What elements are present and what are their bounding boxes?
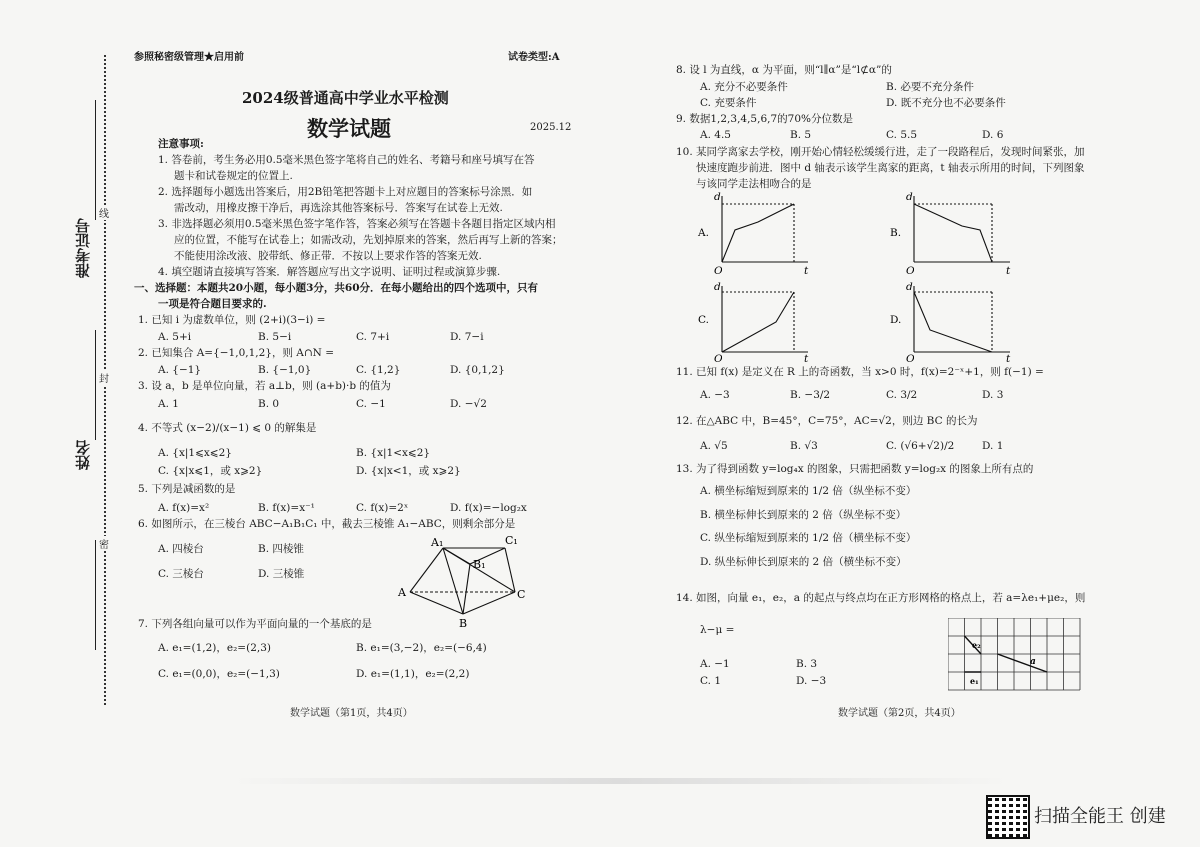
label-b1: B₁ bbox=[473, 558, 486, 571]
a-label: a bbox=[1030, 657, 1036, 667]
notice-line: 应的位置，不能写在试卷上；如需改动，先划掉原来的答案，然后再写上新的答案； bbox=[174, 234, 563, 246]
exam-title: 2024级普通高中学业水平检测 bbox=[242, 89, 449, 107]
graph-d-label: D. bbox=[890, 314, 902, 326]
exam-date: 2025.12 bbox=[530, 122, 572, 133]
label-c1: C₁ bbox=[505, 534, 518, 547]
q1-option-a: A. 5+i bbox=[158, 331, 192, 343]
q13-option-b: B. 横坐标伸长到原来的 2 倍（纵坐标不变） bbox=[700, 509, 907, 521]
qr-code-icon bbox=[986, 795, 1030, 839]
q12-option-d: D. 1 bbox=[982, 440, 1004, 452]
notice-line: 题卡和试卷规定的位置上. bbox=[174, 170, 293, 182]
q4-option-b: B. {x|1<x⩽2} bbox=[356, 447, 431, 459]
q6-option-d: D. 三棱锥 bbox=[258, 568, 305, 580]
q9-option-a: A. 4.5 bbox=[700, 129, 731, 141]
question-10: 10. 某同学离家去学校，刚开始心情轻松缓缓行进，走了一段路程后，发现时间紧张，加 bbox=[676, 146, 1085, 158]
q7-option-d: D. e₁=(1,1)，e₂=(2,2) bbox=[356, 668, 470, 680]
question-12: 12. 在△ABC 中，B=45°，C=75°，AC=√2，则边 BC 的长为 bbox=[676, 415, 978, 427]
q14-option-c: C. 1 bbox=[700, 675, 722, 687]
scanner-watermark: 扫描全能王 创建 bbox=[1034, 806, 1166, 827]
seat-blank bbox=[95, 540, 96, 650]
graph-a-label: A. bbox=[698, 227, 709, 239]
q5-option-c: C. f(x)=2ˣ bbox=[356, 502, 409, 514]
q2-option-d: D. {0,1,2} bbox=[450, 364, 505, 376]
seal-seal-char: 封 bbox=[99, 370, 109, 385]
t-axis-label: t bbox=[1006, 265, 1011, 277]
q5-option-b: B. f(x)=x⁻¹ bbox=[258, 502, 315, 514]
d-axis-label: d bbox=[714, 281, 721, 293]
q8-option-a: A. 充分不必要条件 bbox=[700, 81, 788, 93]
q2-option-c: C. {1,2} bbox=[356, 364, 401, 376]
q4-option-a: A. {x|1⩽x⩽2} bbox=[158, 447, 232, 459]
admission-number-label: 准考证号 bbox=[74, 218, 92, 278]
e2-label: e₂ bbox=[972, 640, 981, 650]
secret-level: 参照秘密级管理★启用前 bbox=[134, 52, 244, 63]
notice-line: 3. 非选择题必须用0.5毫米黑色签字笔作答，答案必须写在答题卡各题目指定区域内相 bbox=[158, 218, 556, 230]
q13-option-d: D. 纵坐标伸长到原来的 2 倍（横坐标不变） bbox=[700, 556, 907, 568]
notice-line: 不能使用涂改液、胶带纸、修正带．不按以上要求作答的答案无效. bbox=[174, 250, 482, 262]
notice-line: 2. 选择题每小题选出答案后，用2B铅笔把答题卡上对应题目的答案标号涂黑．如 bbox=[158, 186, 533, 198]
d-axis-label: d bbox=[906, 191, 913, 203]
question-2: 2. 已知集合 A={−1,0,1,2}，则 A∩N = bbox=[138, 347, 335, 359]
question-9: 9. 数据1,2,3,4,5,6,7的70%分位数是 bbox=[676, 113, 853, 125]
question-1: 1. 已知 i 为虚数单位，则 (2+i)(3−i) = bbox=[138, 314, 326, 326]
q5-option-a: A. f(x)=x² bbox=[158, 502, 210, 514]
seal-line-char: 线 bbox=[99, 205, 109, 220]
origin-label: O bbox=[714, 265, 723, 277]
question-4: 4. 不等式 (x−2)/(x−1) ⩽ 0 的解集是 bbox=[138, 422, 317, 434]
label-b: B bbox=[459, 617, 468, 630]
q14-grid-figure bbox=[948, 618, 1082, 692]
t-axis-label: t bbox=[804, 265, 809, 277]
q3-option-b: B. 0 bbox=[258, 398, 280, 410]
question-14-blank: λ−μ = bbox=[700, 624, 735, 636]
q4-option-d: D. {x|x<1，或 x⩾2} bbox=[356, 465, 461, 477]
d-axis-label: d bbox=[906, 281, 913, 293]
scan-shadow bbox=[230, 778, 1010, 784]
q13-option-c: C. 纵坐标缩短到原来的 1/2 倍（横坐标不变） bbox=[700, 532, 917, 544]
seal-secret-char: 密 bbox=[99, 536, 109, 551]
q7-option-a: A. e₁=(1,2)，e₂=(2,3) bbox=[158, 642, 271, 654]
question-14: 14. 如图，向量 e₁，e₂，a 的起点与终点均在正方形网格的格点上，若 a=λe₁+μe₂，则 bbox=[676, 592, 1086, 604]
q10-graphs bbox=[690, 190, 1030, 365]
q1-option-d: D. 7−i bbox=[450, 331, 484, 343]
name-blank bbox=[95, 330, 96, 440]
q4-option-c: C. {x|x⩽1，或 x⩾2} bbox=[158, 465, 263, 477]
q6-option-b: B. 四棱锥 bbox=[258, 543, 304, 555]
question-5: 5. 下列是减函数的是 bbox=[138, 483, 236, 495]
q8-option-b: B. 必要不充分条件 bbox=[886, 81, 974, 93]
q13-option-a: A. 横坐标缩短到原来的 1/2 倍（纵坐标不变） bbox=[700, 485, 917, 497]
section1-heading: 一、选择题：本题共20小题，每小题3分，共60分．在每小题给出的四个选项中，只有 bbox=[134, 282, 539, 294]
q6-option-a: A. 四棱台 bbox=[158, 543, 204, 555]
question-8: 8. 设 l 为直线，α 为平面，则“l∥α”是“l⊄α”的 bbox=[676, 64, 892, 76]
frustum-figure bbox=[395, 530, 535, 630]
right-footer: 数学试题（第2页，共4页） bbox=[838, 708, 961, 719]
notice-line: 1. 答卷前，考生务必用0.5毫米黑色签字笔将自己的姓名、考籍号和座号填写在答 bbox=[158, 154, 535, 166]
question-10-line3: 与该同学走法相吻合的是 bbox=[696, 178, 812, 190]
admission-number-blank bbox=[95, 100, 96, 220]
q3-option-c: C. −1 bbox=[356, 398, 386, 410]
q14-option-b: B. 3 bbox=[796, 658, 818, 670]
question-7: 7. 下列各组向量可以作为平面向量的一个基底的是 bbox=[138, 618, 372, 630]
name-label: 姓名 bbox=[74, 440, 92, 470]
q11-option-b: B. −3/2 bbox=[790, 389, 831, 401]
section1-heading-2: 一项是符合题目要求的. bbox=[158, 298, 267, 310]
q12-option-c: C. (√6+√2)/2 bbox=[886, 440, 955, 452]
q9-option-d: D. 6 bbox=[982, 129, 1004, 141]
q8-option-d: D. 既不充分也不必要条件 bbox=[886, 97, 1006, 109]
origin-label: O bbox=[906, 353, 915, 365]
q3-option-a: A. 1 bbox=[158, 398, 179, 410]
d-axis-label: d bbox=[714, 191, 721, 203]
q14-option-d: D. −3 bbox=[796, 675, 827, 687]
subject-title: 数学试题 bbox=[307, 116, 391, 141]
q11-option-a: A. −3 bbox=[700, 389, 730, 401]
q8-option-c: C. 充要条件 bbox=[700, 97, 757, 109]
q2-option-b: B. {−1,0} bbox=[258, 364, 312, 376]
question-3: 3. 设 a，b 是单位向量，若 a⊥b，则 (a+b)·b 的值为 bbox=[138, 380, 391, 392]
q9-option-c: C. 5.5 bbox=[886, 129, 918, 141]
q6-option-c: C. 三棱台 bbox=[158, 568, 204, 580]
question-10-line2: 快速度跑步前进．图中 d 轴表示该学生离家的距离，t 轴表示所用的时间，下列图象 bbox=[696, 162, 1085, 174]
q11-option-c: C. 3/2 bbox=[886, 389, 918, 401]
notice-title: 注意事项: bbox=[158, 138, 204, 150]
q14-option-a: A. −1 bbox=[700, 658, 730, 670]
left-footer: 数学试题（第1页，共4页） bbox=[290, 708, 413, 719]
e1-label: e₁ bbox=[970, 676, 979, 686]
q1-option-b: B. 5−i bbox=[258, 331, 292, 343]
q12-option-a: A. √5 bbox=[700, 440, 728, 452]
origin-label: O bbox=[714, 353, 723, 365]
notice-line: 4. 填空题请直接填写答案．解答题应写出文字说明、证明过程或演算步骤. bbox=[158, 266, 501, 278]
q7-option-c: C. e₁=(0,0)，e₂=(−1,3) bbox=[158, 668, 280, 680]
q7-option-b: B. e₁=(3,−2)，e₂=(−6,4) bbox=[356, 642, 487, 654]
question-6: 6. 如图所示，在三棱台 ABC−A₁B₁C₁ 中，截去三棱锥 A₁−ABC，则剩余部分是 bbox=[138, 518, 516, 530]
paper-type: 试卷类型:A bbox=[508, 52, 560, 63]
question-11: 11. 已知 f(x) 是定义在 R 上的奇函数，当 x>0 时，f(x)=2⁻ˣ+1，则 f(−1) = bbox=[676, 366, 1044, 378]
q3-option-d: D. −√2 bbox=[450, 398, 487, 410]
question-13: 13. 为了得到函数 y=log₄x 的图象，只需把函数 y=log₂x 的图象上所有点的 bbox=[676, 463, 1034, 475]
notice-line: 需改动，用橡皮擦干净后，再选涂其他答案标号．答案写在试卷上无效. bbox=[174, 202, 503, 214]
t-axis-label: t bbox=[1006, 353, 1011, 365]
q1-option-c: C. 7+i bbox=[356, 331, 390, 343]
graph-b-label: B. bbox=[890, 227, 902, 239]
label-a: A bbox=[398, 586, 406, 599]
t-axis-label: t bbox=[804, 353, 809, 365]
origin-label: O bbox=[906, 265, 915, 277]
q11-option-d: D. 3 bbox=[982, 389, 1004, 401]
q12-option-b: B. √3 bbox=[790, 440, 818, 452]
label-c: C bbox=[517, 588, 526, 601]
graph-c-label: C. bbox=[698, 314, 709, 326]
q5-option-d: D. f(x)=−log₂x bbox=[450, 502, 527, 514]
q9-option-b: B. 5 bbox=[790, 129, 812, 141]
q2-option-a: A. {−1} bbox=[158, 364, 202, 376]
label-a1: A₁ bbox=[431, 536, 444, 549]
